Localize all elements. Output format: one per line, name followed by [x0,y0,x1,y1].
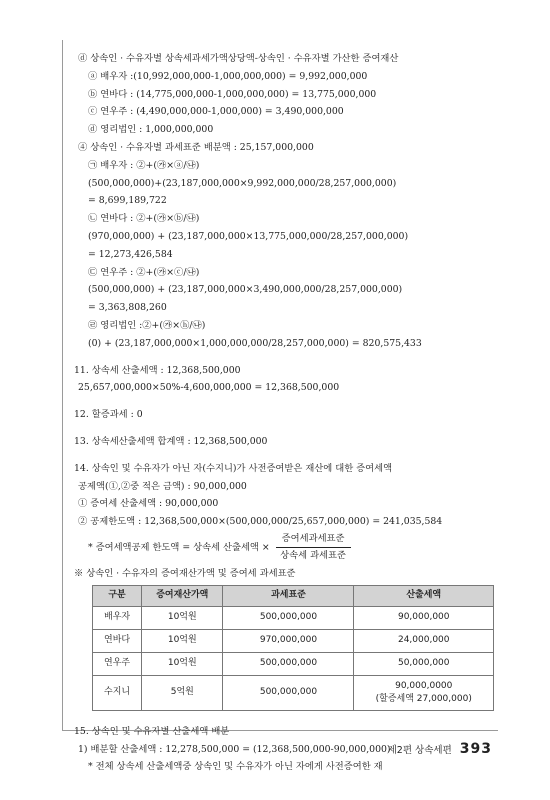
col-header-tax-base: 과세표준 [223,585,354,606]
text-line: 14. 상속인 및 수유자가 아닌 자(수지니)가 사전증여받은 재산에 대한 증여세액 [74,462,393,474]
spacer [74,397,494,406]
left-margin-rule [62,40,63,730]
text-line: (500,000,000)+(23,187,000,000×9,992,000,000/28,257,000,000) [88,177,397,189]
text-line: * 전체 상속세 산출세액중 상속인 및 수유자가 아닌 자에게 사전증여한 재 [88,761,383,773]
spacer [74,711,494,723]
cell-computed-tax: 50,000,000 [354,652,494,675]
text-line: 12. 할증과세 : 0 [74,409,143,421]
table-header-row [93,585,494,606]
formula-lhs: * 증여세액공제 한도액 = 상속세 산출세액 × [88,542,270,554]
cell-category: 연바다 [93,629,142,652]
surcharge-note: (할증세액 27,000,000) [375,693,472,704]
text-line: 15. 상속인 및 수유자별 산출세액 배분 [74,725,230,737]
cell-category: 배우자 [93,606,142,629]
col-header-gift-value: 증여재산가액 [142,585,223,606]
calculation-steps [74,50,494,531]
text-line: ⓑ 연바다 : (14,775,000,000-1,000,000,000) = 13,775,000,000 [88,88,377,100]
spacer [74,424,494,433]
text-line: ㉢ 연우주 : ②+(㉮×ⓒ/㉯) [88,266,200,278]
text-line: = 8,699,189,722 [88,195,167,207]
page-body [74,50,494,776]
text-line: (500,000,000) + (23,187,000,000×3,490,000,000/28,257,000,000) [88,284,403,296]
page-footer [388,741,492,757]
cell-tax-base: 500,000,000 [223,675,354,710]
text-line: ⓓ 영리법인 : 1,000,000,000 [88,124,214,136]
cell-tax-base: 500,000,000 [223,652,354,675]
cell-tax-base: 970,000,000 [223,629,354,652]
spacer [74,353,494,362]
text-line: ⓓ 상속인 · 수유자별 상속세과세가액상당액-상속인 · 수유자별 가산한 증여재산 [78,53,399,64]
formula-numerator: 증여세과세표준 [276,532,351,548]
table-row [93,652,494,675]
computed-tax-value: 90,000,0000 [395,680,453,691]
cell-computed-tax: 24,000,000 [354,629,494,652]
table-row [93,629,494,652]
cell-gift-value: 10억원 [142,629,223,652]
col-header-category: 구분 [93,585,142,606]
cell-category: 수지니 [93,675,142,710]
text-line: = 12,273,426,584 [88,248,173,260]
text-line: 11. 상속세 산출세액 : 12,368,500,000 [74,364,241,376]
gift-tax-table [92,585,494,711]
col-header-computed-tax: 산출세액 [354,585,494,606]
text-line: ⓒ 연우주 : (4,490,000,000-1,000,000) = 3,490,000,000 [88,106,344,118]
cell-computed-tax: 90,000,000 [354,606,494,629]
table-caption: ※ 상속인 · 수유자의 증여재산가액 및 증여세 과세표준 [74,567,296,579]
text-line: ㉣ 영리법인 :②+(㉮×ⓗ/㉯) [88,319,206,331]
footer-section-title: 제2편 상속세편 [387,745,452,756]
table-row [93,606,494,629]
table-row [93,675,494,710]
text-line: ㉠ 배우자 : ②+(㉮×ⓐ/㉯) [88,159,200,171]
formula-denominator: 상속세 과세표준 [280,550,346,562]
cell-gift-value: 10억원 [142,652,223,675]
cell-category: 연우주 [93,652,142,675]
text-line: ⓐ 배우자 :(10,992,000,000-1,000,000,000) = 9,992,000,000 [88,70,368,82]
text-line: 1) 배분할 산출세액 : 12,278,500,000 = (12,368,500,000-90,000,000) [78,743,391,755]
deduction-limit-formula [74,531,494,565]
cell-computed-tax [354,675,494,710]
text-line: ㉡ 연바다 : ②+(㉮×ⓑ/㉯) [88,213,200,225]
text-line: (970,000,000) + (23,187,000,000×13,775,000,000/28,257,000,000) [88,230,409,242]
text-line: ④ 상속인 · 수유자별 과세표준 배분액 : 25,157,000,000 [78,141,314,153]
text-line: ② 공제한도액 : 12,368,500,000×(500,000,000/25,657,000,000) = 241,035,584 [78,516,443,528]
text-line: 25,657,000,000×50%-4,600,000,000 = 12,368,500,000 [78,382,340,394]
cell-tax-base: 500,000,000 [223,606,354,629]
cell-gift-value: 10억원 [142,606,223,629]
cell-gift-value: 5억원 [142,675,223,710]
text-line: 공제액(①,②중 적은 금액) : 90,000,000 [78,480,247,492]
spacer [74,451,494,460]
text-line: 13. 상속세산출세액 합계액 : 12,368,500,000 [74,435,268,447]
page-number: 393 [459,741,492,757]
text-line: = 3,363,808,260 [88,302,167,314]
formula-fraction [276,532,351,563]
text-line: (0) + (23,187,000,000×1,000,000,000/28,257,000,000) = 820,575,433 [88,337,422,349]
text-line: ① 증여세 산출세액 : 90,000,000 [78,498,219,510]
